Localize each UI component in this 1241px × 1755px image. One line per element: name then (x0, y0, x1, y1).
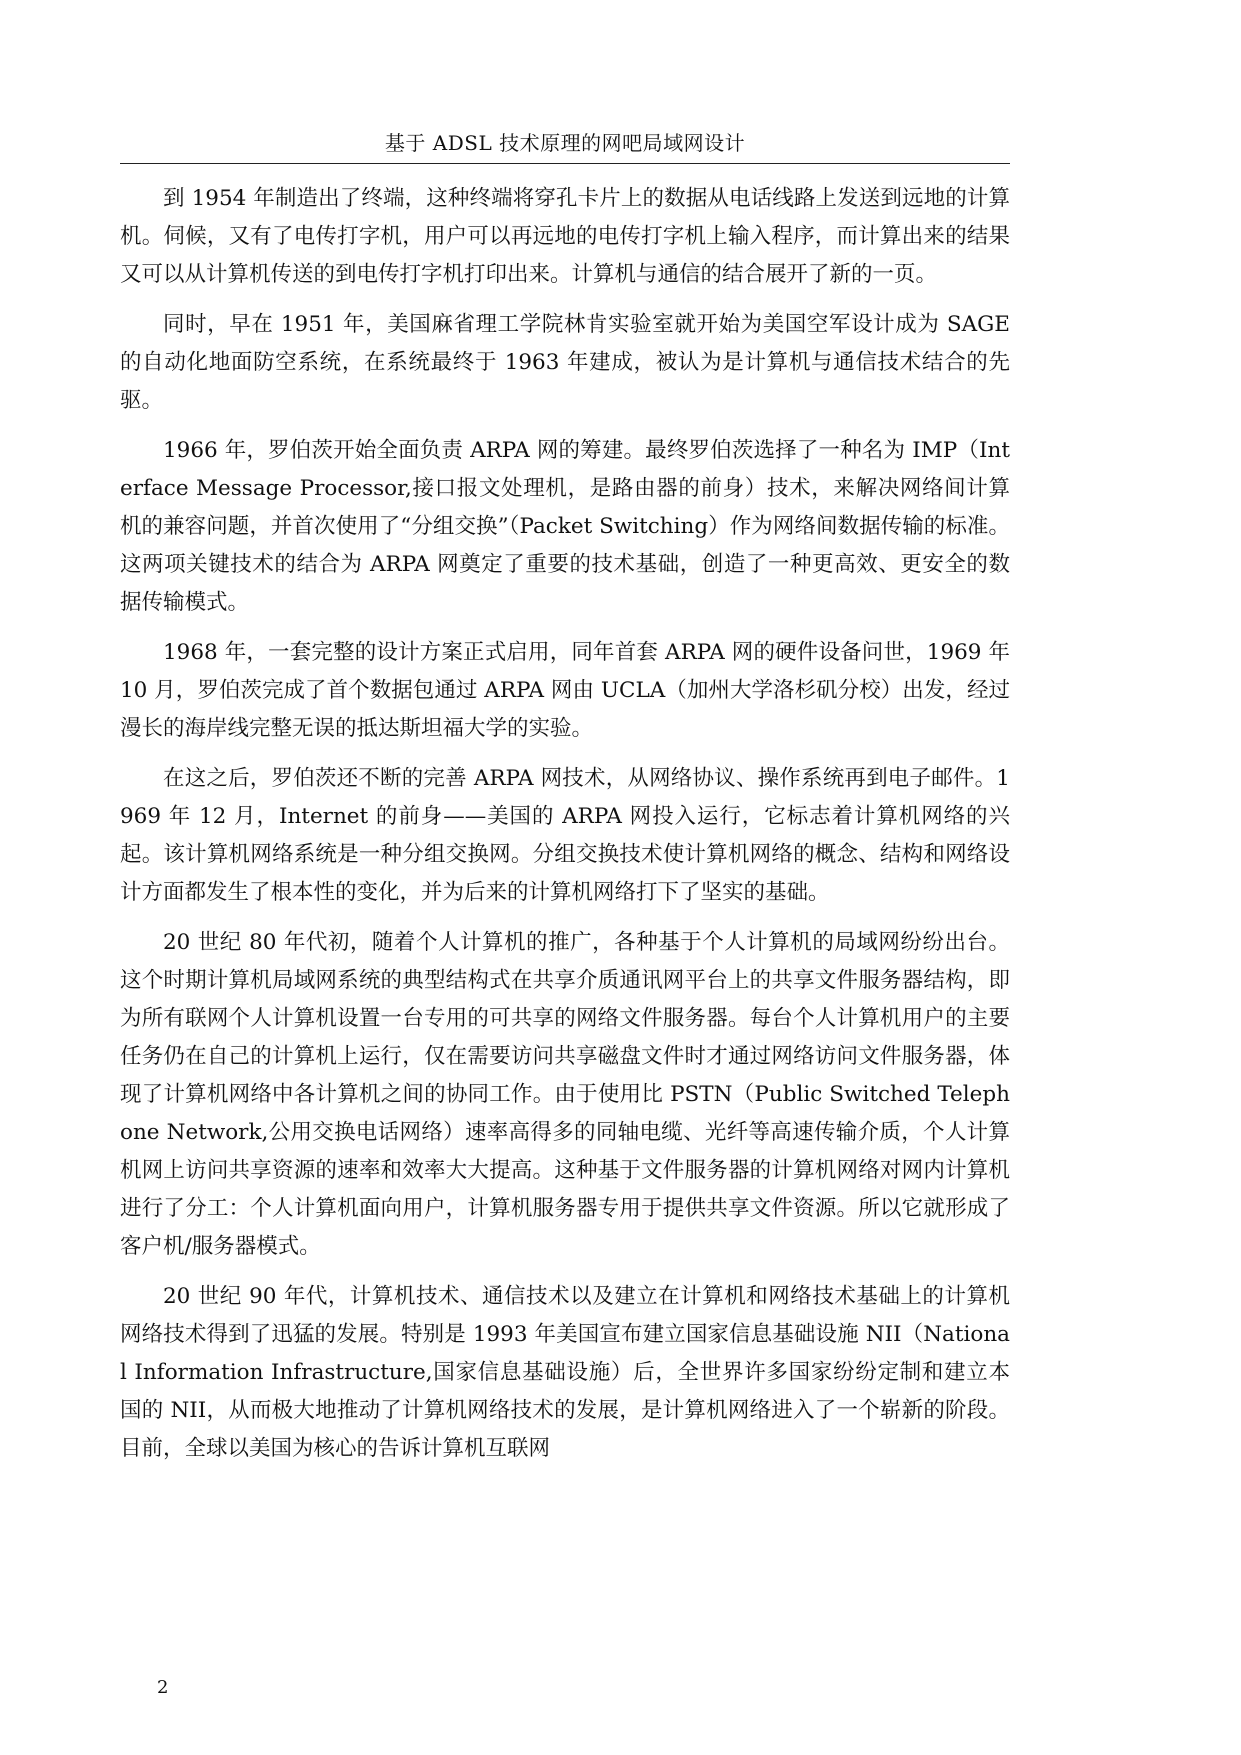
header-rule (120, 163, 1010, 164)
paragraph-3: 1966 年，罗伯茨开始全面负责 ARPA 网的筹建。最终罗伯茨选择了一种名为 IMP（Interface Message Processor,接口报文处理机，是路由器的前身）技术，来解决网络间计算机的兼容问题，并首次使用了“分组交换”（Packet Switching）作为网络间数据传输的标准。这两项关键技术的结合为 ARPA 网奠定了重要的技术基础，创造了一种更高效、更安全的数据传输模式。 (120, 438, 1010, 615)
paragraph-4: 1968 年，一套完整的设计方案正式启用，同年首套 ARPA 网的硬件设备问世，1969 年 10 月，罗伯茨完成了首个数据包通过 ARPA 网由 UCLA（加州大学洛杉矶分校）出发，经过漫长的海岸线完整无误的抵达斯坦福大学的实验。 (120, 640, 1010, 741)
paragraph-5: 在这之后，罗伯茨还不断的完善 ARPA 网技术，从网络协议、操作系统再到电子邮件。1969 年 12 月，Internet 的前身——美国的 ARPA 网投入运行，它标志着计算机网络的兴起。该计算机网络系统是一种分组交换网。分组交换技术使计算机网络的概念、结构和网络设计方面都发生了根本性的变化，并为后来的计算机网络打下了坚实的基础。 (120, 766, 1010, 905)
page-number: 2 (157, 1677, 169, 1698)
running-header: 基于 ADSL 技术原理的网吧局域网设计 (384, 131, 746, 155)
paragraph-6: 20 世纪 80 年代初，随着个人计算机的推广，各种基于个人计算机的局域网纷纷出台。这个时期计算机局域网系统的典型结构式在共享介质通讯网平台上的共享文件服务器结构，即为所有联网个人计算机设置一台专用的可共享的网络文件服务器。每台个人计算机用户的主要任务仍在自己的计算机上运行，仅在需要访问共享磁盘文件时才通过网络访问文件服务器，体现了计算机网络中各计算机之间的协同工作。由于使用比 PSTN（Public Switched Telephone Network,公用交换电话网络）速率高得多的同轴电缆、光纤等高速传输介质，个人计算机网上访问共享资源的速率和效率大大提高。这种基于文件服务器的计算机网络对网内计算机进行了分工：个人计算机面向用户，计算机服务器专用于提供共享文件资源。所以它就形成了客户机/服务器模式。 (120, 930, 1010, 1259)
paragraph-7: 20 世纪 90 年代，计算机技术、通信技术以及建立在计算机和网络技术基础上的计算机网络技术得到了迅猛的发展。特别是 1993 年美国宣布建立国家信息基础设施 NII（National Information Infrastructure,国家信息基础设施）后，全世界许多国家纷纷定制和建立本国的 NII，从而极大地推动了计算机网络技术的发展，是计算机网络进入了一个崭新的阶段。目前，全球以美国为核心的告诉计算机互联网 (120, 1284, 1010, 1461)
paragraph-2: 同时，早在 1951 年，美国麻省理工学院林肯实验室就开始为美国空军设计成为 SAGE 的自动化地面防空系统，在系统最终于 1963 年建成，被认为是计算机与通信技术结合的先驱。 (120, 312, 1010, 413)
body-text (120, 180, 1010, 1480)
paragraph-1: 到 1954 年制造出了终端，这种终端将穿孔卡片上的数据从电话线路上发送到远地的计算机。伺候，又有了电传打字机，用户可以再远地的电传打字机上输入程序，而计算出来的结果又可以从计算机传送的到电传打字机打印出来。计算机与通信的结合展开了新的一页。 (120, 186, 1010, 287)
